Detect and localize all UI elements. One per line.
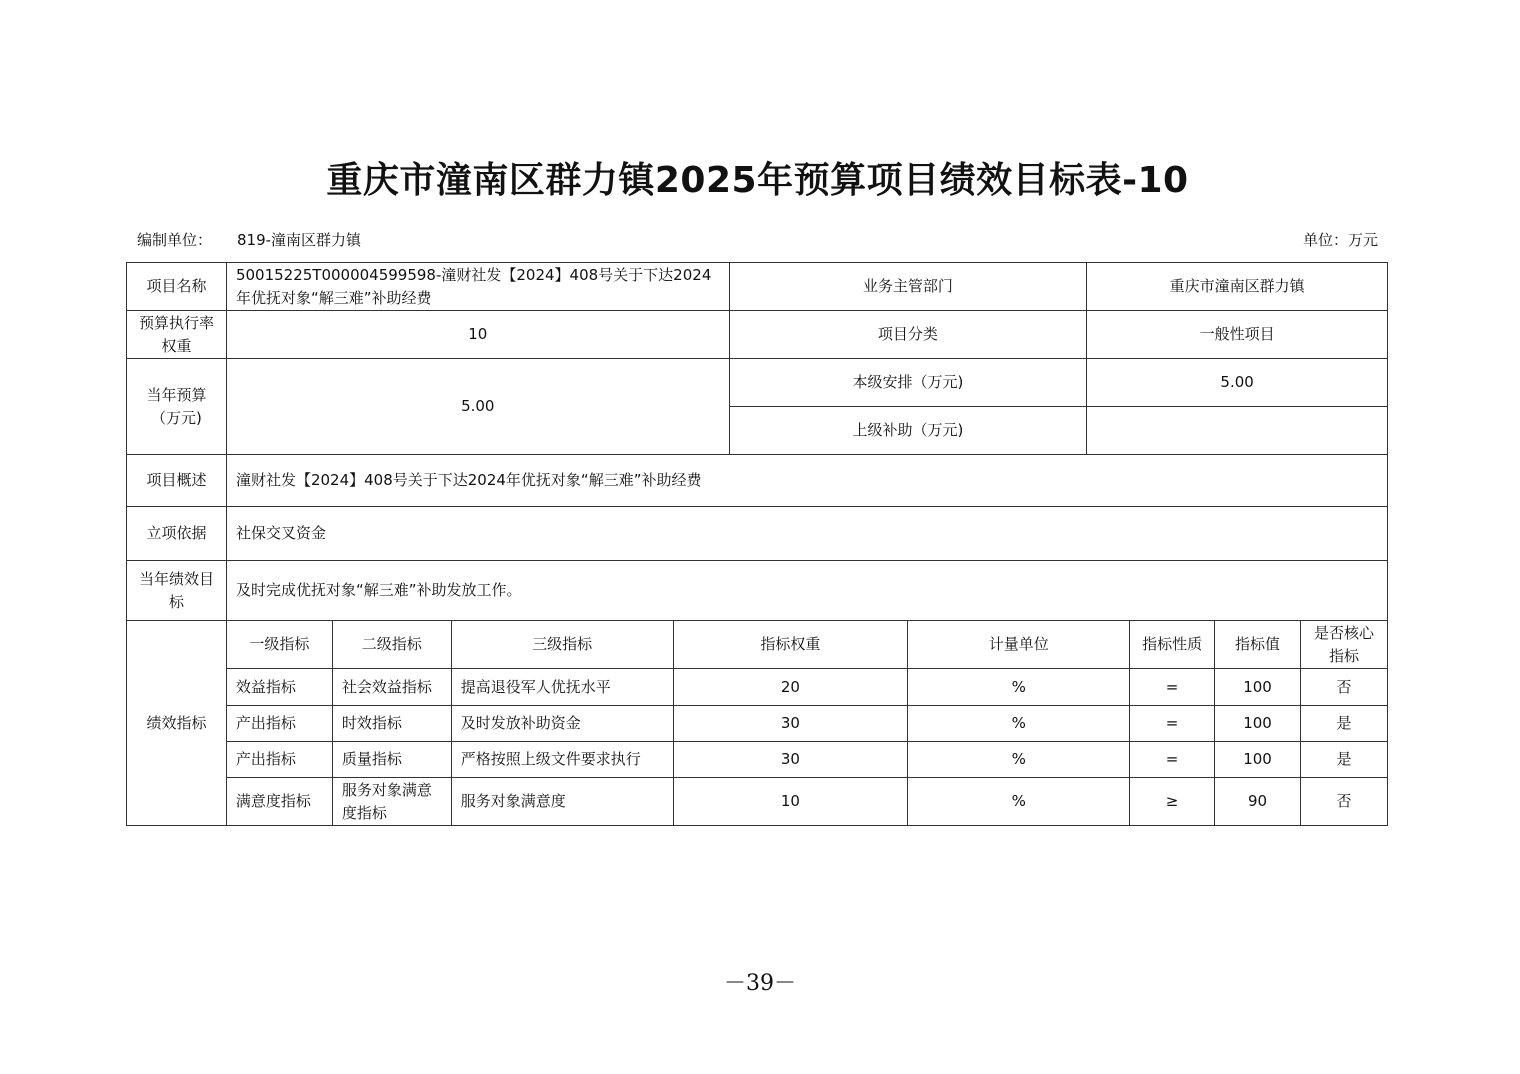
cell-level3: 严格按照上级文件要求执行 bbox=[451, 742, 673, 778]
table-row bbox=[127, 669, 1388, 706]
cell-value: 100 bbox=[1215, 706, 1301, 742]
cell-unit: % bbox=[908, 742, 1130, 778]
dept-value: 重庆市潼南区群力镇 bbox=[1087, 263, 1388, 311]
upper-label: 上级补助（万元) bbox=[729, 407, 1087, 455]
cell-weight: 20 bbox=[673, 669, 908, 706]
cell-core: 是 bbox=[1301, 706, 1388, 742]
budget-label: 当年预算（万元) bbox=[127, 359, 227, 455]
category-value: 一般性项目 bbox=[1087, 311, 1388, 359]
goal-value: 及时完成优抚对象“解三难”补助发放工作。 bbox=[226, 561, 1387, 621]
local-label: 本级安排（万元) bbox=[729, 359, 1087, 407]
upper-value bbox=[1087, 407, 1388, 455]
header-unit: 计量单位 bbox=[908, 621, 1130, 669]
cell-level3: 提高退役军人优抚水平 bbox=[451, 669, 673, 706]
header-value: 指标值 bbox=[1215, 621, 1301, 669]
cell-unit: % bbox=[908, 706, 1130, 742]
cell-nature: = bbox=[1130, 742, 1215, 778]
cell-nature: ≥ bbox=[1130, 778, 1215, 826]
table-row bbox=[127, 778, 1388, 826]
table-row bbox=[127, 742, 1388, 778]
dept-label: 业务主管部门 bbox=[729, 263, 1087, 311]
compiling-unit bbox=[137, 229, 361, 250]
category-label: 项目分类 bbox=[729, 311, 1087, 359]
cell-level1: 效益指标 bbox=[226, 669, 332, 706]
basis-label: 立项依据 bbox=[127, 507, 227, 561]
header-core: 是否核心指标 bbox=[1301, 621, 1388, 669]
cell-value: 100 bbox=[1215, 669, 1301, 706]
indicator-table bbox=[126, 620, 1388, 826]
local-value: 5.00 bbox=[1087, 359, 1388, 407]
weight-value: 10 bbox=[226, 311, 729, 359]
cell-level3: 服务对象满意度 bbox=[451, 778, 673, 826]
cell-core: 是 bbox=[1301, 742, 1388, 778]
cell-level1: 产出指标 bbox=[226, 706, 332, 742]
cell-weight: 30 bbox=[673, 742, 908, 778]
cell-core: 否 bbox=[1301, 778, 1388, 826]
basis-value: 社保交叉资金 bbox=[226, 507, 1387, 561]
cell-value: 100 bbox=[1215, 742, 1301, 778]
table-row bbox=[127, 706, 1388, 742]
budget-value: 5.00 bbox=[226, 359, 729, 455]
cell-unit: % bbox=[908, 669, 1130, 706]
overview-label: 项目概述 bbox=[127, 455, 227, 507]
cell-weight: 30 bbox=[673, 706, 908, 742]
cell-level3: 及时发放补助资金 bbox=[451, 706, 673, 742]
header-level2: 二级指标 bbox=[332, 621, 451, 669]
cell-core: 否 bbox=[1301, 669, 1388, 706]
cell-level2: 质量指标 bbox=[332, 742, 451, 778]
cell-level1: 满意度指标 bbox=[226, 778, 332, 826]
overview-value: 潼财社发【2024】408号关于下达2024年优抚对象“解三难”补助经费 bbox=[226, 455, 1387, 507]
page-title: 重庆市潼南区群力镇2025年预算项目绩效目标表-10 bbox=[326, 160, 1189, 201]
compiling-unit-value: 819-潼南区群力镇 bbox=[237, 231, 362, 249]
cell-unit: % bbox=[908, 778, 1130, 826]
cell-nature: = bbox=[1130, 669, 1215, 706]
project-name-label: 项目名称 bbox=[127, 263, 227, 311]
weight-label: 预算执行率权重 bbox=[127, 311, 227, 359]
project-name-value: 50015225T000004599598-潼财社发【2024】408号关于下达2024年优抚对象“解三难”补助经费 bbox=[226, 263, 729, 311]
goal-label: 当年绩效目标 bbox=[127, 561, 227, 621]
indicator-section-label: 绩效指标 bbox=[127, 621, 227, 826]
header-level3: 三级指标 bbox=[451, 621, 673, 669]
cell-level2: 服务对象满意度指标 bbox=[332, 778, 451, 826]
cell-level2: 社会效益指标 bbox=[332, 669, 451, 706]
cell-level2: 时效指标 bbox=[332, 706, 451, 742]
header-level1: 一级指标 bbox=[226, 621, 332, 669]
compiling-unit-label: 编制单位： bbox=[137, 231, 213, 249]
project-info-table bbox=[126, 262, 1388, 621]
cell-weight: 10 bbox=[673, 778, 908, 826]
cell-value: 90 bbox=[1215, 778, 1301, 826]
header-nature: 指标性质 bbox=[1130, 621, 1215, 669]
page-number: －39－ bbox=[724, 971, 796, 996]
cell-nature: = bbox=[1130, 706, 1215, 742]
cell-level1: 产出指标 bbox=[226, 742, 332, 778]
currency-unit: 单位：万元 bbox=[1302, 231, 1378, 249]
header-weight: 指标权重 bbox=[673, 621, 908, 669]
